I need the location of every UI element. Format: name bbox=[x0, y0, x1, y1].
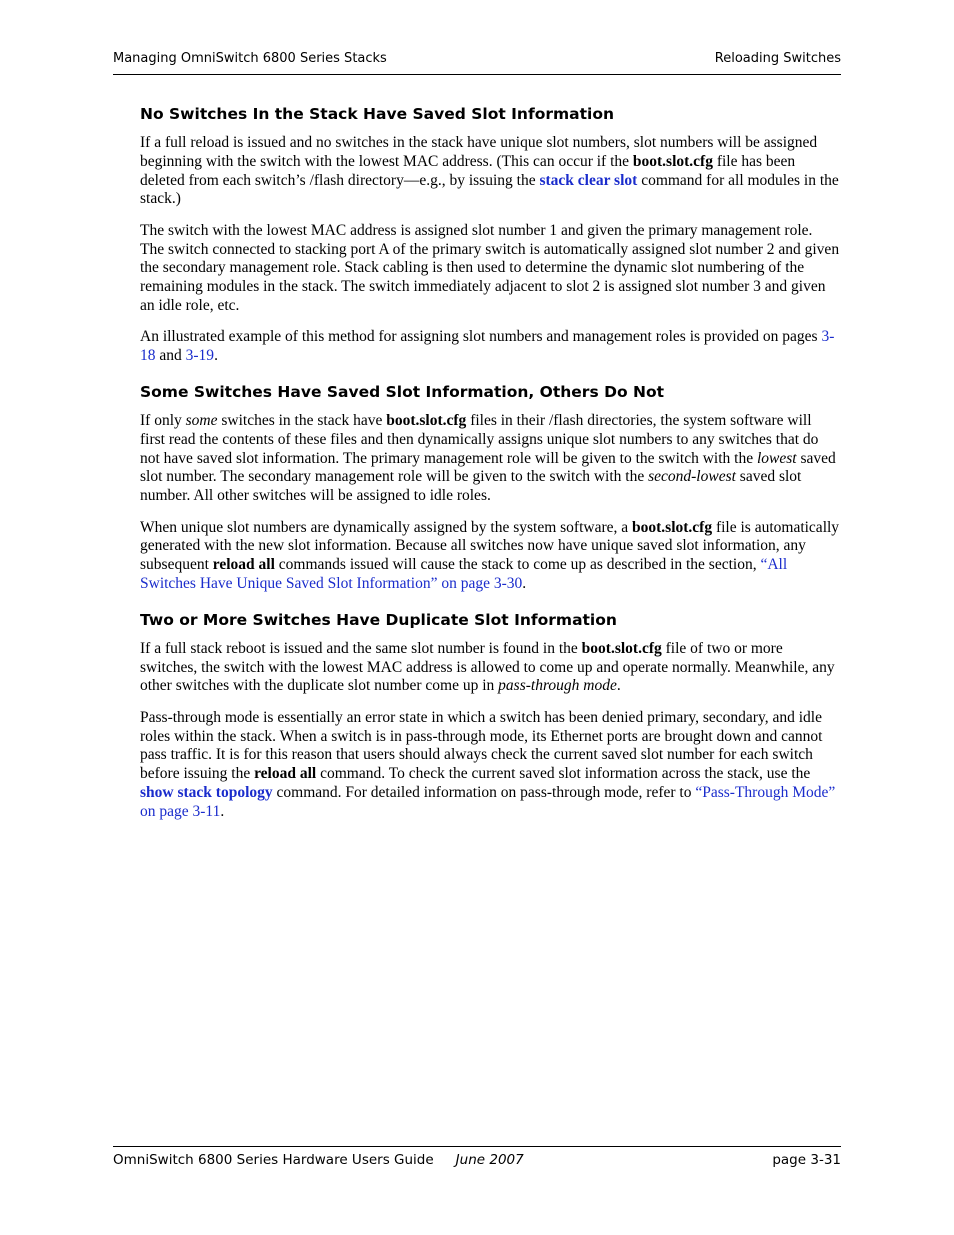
section-heading: Two or More Switches Have Duplicate Slot Information bbox=[140, 610, 617, 629]
text-run: . bbox=[220, 802, 225, 820]
filename-boot-slot-cfg: boot.slot.cfg bbox=[386, 411, 467, 429]
header-section-title: Reloading Switches bbox=[714, 51, 841, 66]
stack-clear-slot-link[interactable]: stack clear slot bbox=[539, 171, 638, 189]
paragraph bbox=[140, 412, 840, 506]
text-run: The switch with the lowest MAC address is assigned slot number 1 and given the primary management role. The switch connected to stacking port A of the primary switch is automatically assigned slot number 2 and given the secondary management role. Stack cabling is then used to determine the dynamic slot numbering of the remaining modules in the stack. The switch immediately adjacent to slot 2 is assigned slot number 3 and given an idle role, etc. bbox=[140, 221, 840, 314]
footer-rule bbox=[113, 1146, 841, 1147]
text-run: . bbox=[616, 677, 621, 695]
section-heading: No Switches In the Stack Have Saved Slot Information bbox=[140, 105, 615, 123]
text-run: files in their /flash directories, the system software will first read the contents of these files and then dynamically assigns unique slot numbers to any switches that do not have saved slot information. The primary management role will be given to the switch with the bbox=[140, 411, 819, 467]
page-3-19-link[interactable]: 3-19 bbox=[185, 347, 215, 365]
unique-saved-slot-link[interactable]: “All Switches Have Unique Saved Slot Information” on page 3-30 bbox=[140, 556, 788, 592]
text-run: . bbox=[522, 574, 527, 592]
paragraph bbox=[140, 709, 840, 822]
text-run: switches in the stack have bbox=[217, 411, 387, 429]
emphasis: some bbox=[185, 411, 218, 429]
running-header bbox=[113, 51, 841, 66]
text-run: Pass-through mode is essentially an error state in which a switch has been denied primary, secondary, and idle roles within the stack. When a switch is in pass-through mode, its Ethernet ports are brought down and cannot pass traffic. It is for this reason that users should always check the current saved slot number for each switch before issuing the bbox=[140, 708, 823, 783]
page-3-18-link[interactable]: 3-18 bbox=[140, 328, 835, 365]
header-chapter-title: Managing OmniSwitch 6800 Series Stacks bbox=[113, 51, 387, 66]
footer-left bbox=[113, 1152, 524, 1168]
text-run: saved slot number. The secondary management role will be given to the switch with the bbox=[140, 449, 836, 486]
filename-boot-slot-cfg: boot.slot.cfg bbox=[632, 152, 713, 170]
text-run: commands issued will cause the stack to come up as described in the section, bbox=[274, 556, 761, 574]
text-run: When unique slot numbers are dynamically assigned by the system software, a bbox=[140, 518, 632, 536]
text-run: An illustrated example of this method for assigning slot numbers and management roles is provided on pages bbox=[140, 328, 822, 346]
text-run: If only bbox=[140, 411, 186, 429]
text-run: command for all modules in the stack.) bbox=[140, 171, 839, 208]
paragraph bbox=[140, 222, 840, 316]
filename-boot-slot-cfg: boot.slot.cfg bbox=[632, 518, 713, 536]
paragraph bbox=[140, 134, 840, 209]
show-stack-topology-link[interactable]: show stack topology bbox=[140, 783, 273, 801]
paragraph bbox=[140, 328, 840, 366]
footer-date: June 2007 bbox=[455, 1152, 524, 1168]
section-some-saved-slot bbox=[140, 382, 840, 594]
section-duplicate-slot bbox=[140, 610, 840, 822]
text-run: . bbox=[214, 347, 218, 365]
text-run: file is automatically generated with the new slot information. Because all switches now have unique saved slot information, any subsequent bbox=[140, 518, 840, 574]
emphasis: second-lowest bbox=[648, 468, 736, 486]
section-heading: Some Switches Have Saved Slot Information, Others Do Not bbox=[140, 382, 665, 401]
text-run: If a full stack reboot is issued and the same slot number is found in the bbox=[140, 639, 582, 657]
running-footer bbox=[113, 1152, 841, 1168]
emphasis: pass-through mode bbox=[498, 677, 617, 695]
section-no-saved-slot bbox=[140, 104, 840, 366]
text-run: file has been deleted from each switch’s /flash directory—e.g., by issuing the bbox=[140, 152, 796, 189]
page-body bbox=[140, 104, 840, 834]
text-run: and bbox=[155, 347, 186, 365]
header-rule bbox=[113, 74, 841, 75]
paragraph bbox=[140, 519, 840, 594]
emphasis: lowest bbox=[756, 449, 797, 467]
filename-boot-slot-cfg: boot.slot.cfg bbox=[581, 639, 662, 657]
footer-guide-title: OmniSwitch 6800 Series Hardware Users Guide bbox=[113, 1152, 434, 1168]
text-run: command. For detailed information on pass-through mode, refer to bbox=[272, 783, 696, 801]
text-run: If a full reload is issued and no switches in the stack have unique slot numbers, slot numbers will be assigned beginning with the switch with the lowest MAC address. (This can occur if the bbox=[140, 134, 818, 170]
text-run: command. To check the current saved slot information across the stack, use the bbox=[316, 765, 811, 783]
text-run: saved slot number. All other switches will be assigned to idle roles. bbox=[140, 468, 802, 505]
paragraph bbox=[140, 640, 840, 696]
footer-page-number: page 3-31 bbox=[772, 1152, 841, 1168]
command-reload-all: reload all bbox=[254, 765, 317, 783]
text-run: file of two or more switches, the switch with the lowest MAC address is allowed to come up and operate normally. Meanwhile, any other switches with the duplicate slot number come up in bbox=[140, 639, 835, 695]
pass-through-mode-link[interactable]: “Pass-Through Mode” on page 3-11 bbox=[140, 783, 836, 820]
command-reload-all: reload all bbox=[212, 556, 275, 574]
